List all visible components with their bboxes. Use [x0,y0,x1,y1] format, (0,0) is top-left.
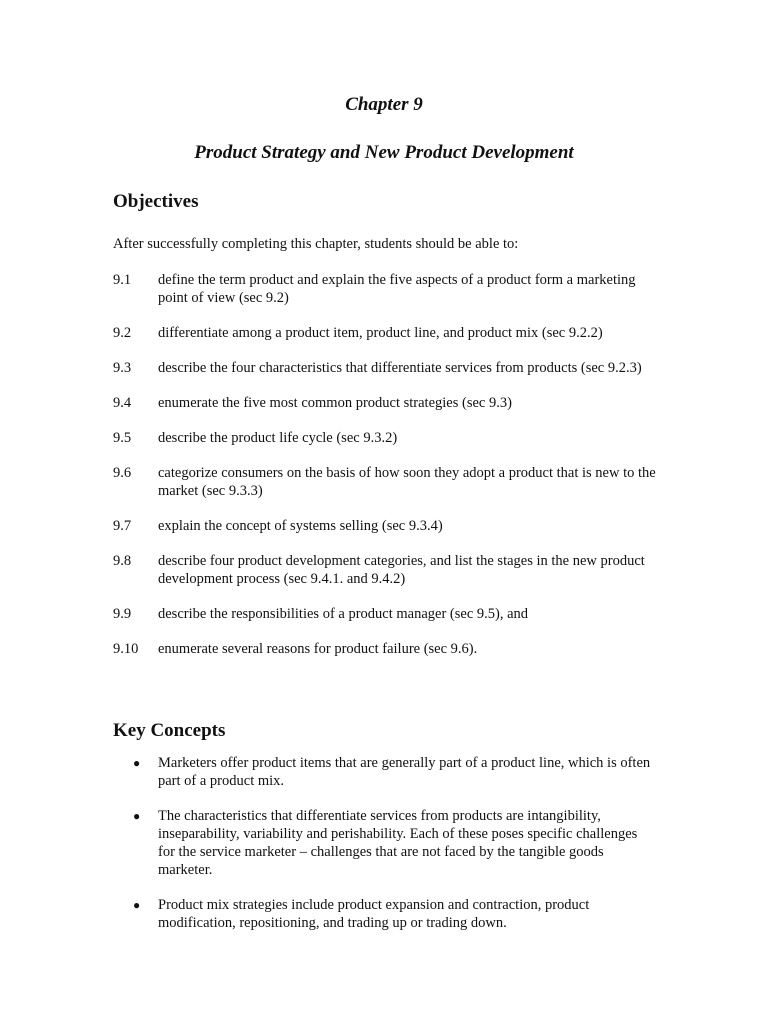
objective-number: 9.4 [113,395,132,411]
objective-item [113,517,673,535]
objectives-list [113,271,673,675]
objective-text: explain the concept of systems selling (sec 9.3.4) [158,518,443,534]
objective-item [113,605,673,623]
key-concepts-list [113,754,653,949]
objective-item [113,640,673,658]
objective-text: categorize consumers on the basis of how soon they adopt a product that is new to the market (sec 9.3.3) [158,465,656,499]
objective-item [113,429,673,447]
concept-item [113,754,653,790]
key-concepts-heading: Key Concepts [113,720,226,741]
chapter-label: Chapter 9 [345,94,423,115]
objective-text: enumerate the five most common product strategies (sec 9.3) [158,395,512,411]
objective-number: 9.9 [113,606,132,622]
bullet-icon: ● [133,809,141,823]
objective-number: 9.2 [113,325,132,341]
objective-number: 9.8 [113,553,132,569]
objectives-heading: Objectives [113,191,199,212]
objective-number: 9.6 [113,465,132,481]
bullet-icon: ● [133,898,141,912]
objective-item [113,271,673,307]
objective-text: describe four product development categories, and list the stages in the new product development process (sec 9.4.1. and 9.4.2) [158,553,645,587]
objective-text: describe the responsibilities of a product manager (sec 9.5), and [158,606,529,622]
objective-item [113,324,673,342]
objective-number: 9.10 [113,641,139,657]
concept-item [113,896,653,932]
objective-number: 9.7 [113,518,132,534]
concept-text: Marketers offer product items that are generally part of a product line, which is often part of a product mix. [158,755,651,789]
objective-item [113,464,673,500]
page-title: Product Strategy and New Product Development [194,142,574,163]
objective-item [113,552,673,588]
concept-item [113,807,653,879]
bullet-icon: ● [133,756,141,770]
objective-number: 9.1 [113,272,132,288]
objective-number: 9.5 [113,430,132,446]
objective-text: define the term product and explain the five aspects of a product form a marketing point of view (sec 9.2) [158,272,636,306]
objective-text: differentiate among a product item, product line, and product mix (sec 9.2.2) [158,325,603,341]
concept-text: The characteristics that differentiate services from products are intangibility, inseparability, variability and perishability. Each of these poses specific challenges for the service marketer – challenges that are not faced by the tangible goods marketer. [158,808,638,878]
concept-text: Product mix strategies include product expansion and contraction, product modification, repositioning, and trading up or trading down. [158,897,590,931]
objective-number: 9.3 [113,360,132,376]
objective-text: enumerate several reasons for product failure (sec 9.6). [158,641,478,657]
objective-item [113,394,673,412]
objective-item [113,359,673,377]
objectives-intro: After successfully completing this chapter, students should be able to: [113,236,519,252]
objective-text: describe the product life cycle (sec 9.3.2) [158,430,398,446]
objective-text: describe the four characteristics that differentiate services from products (sec 9.2.3) [158,360,642,376]
